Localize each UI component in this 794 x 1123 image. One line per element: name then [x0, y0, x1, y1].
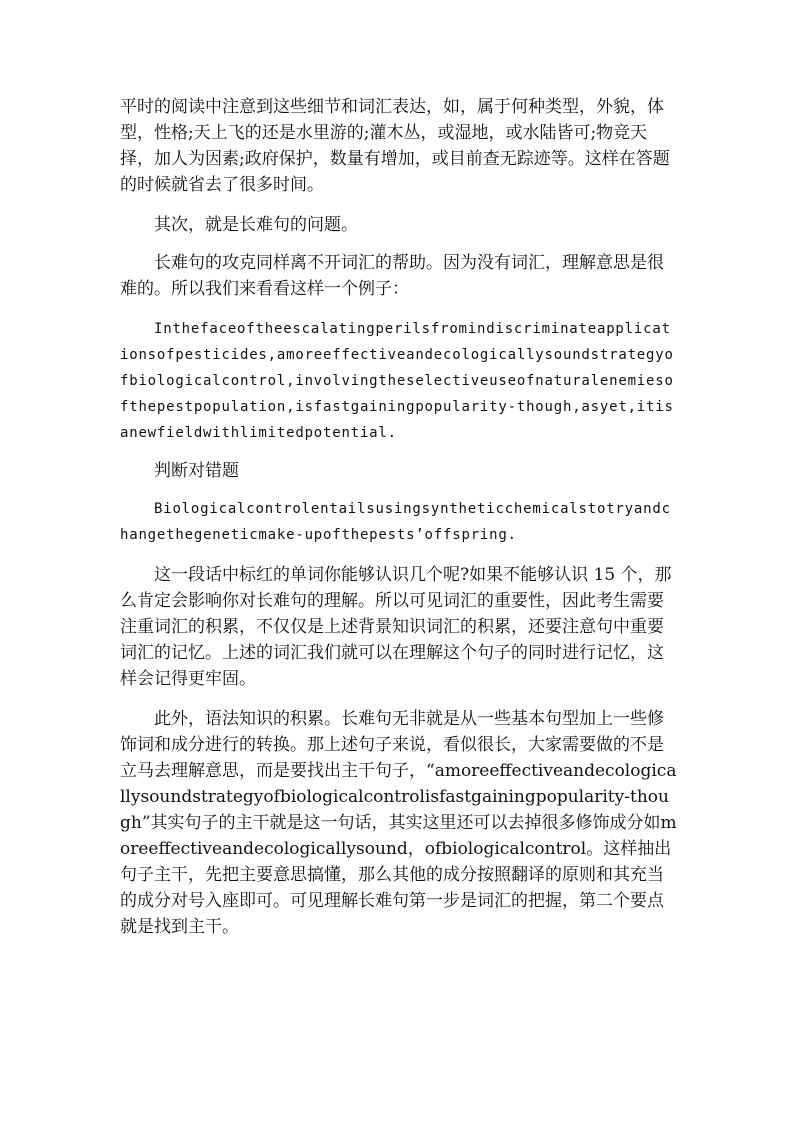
paragraph-vocabulary-importance: 这一段话中标红的单词你能够认识几个呢?如果不能够认识 15 个，那么肯定会影响你对长难句的理解。所以可见词汇的重要性，因此考生需要注重词汇的积累，不仅仅是上述背景知识词汇的积累，还要注意句中重要词汇的记忆。上述的词汇我们就可以在理解这个句子的同时进行记忆，这样会记得更牢固。 — [120, 565, 672, 689]
paragraph-vocabulary-details: 平时的阅读中注意到这些细节和词汇表达，如，属于何种类型，外貌，体型，性格;天上飞的还是水里游的;灌木丛，或湿地，或水陆皆可;物竞天择，加人为因素;政府保护，数量有增加，或目前查无踪迹等。这样在答题的时候就省去了很多时间。 — [120, 97, 670, 195]
paragraph-long-sentence-intro: 其次，就是长难句的问题。 — [154, 215, 358, 235]
english-example-sentence: Inthefaceoftheescalatingperilsfromindiscriminateapplicationsofpesticides,amoreeffectiveandecologicallysoundstrategyofbiologicalcontrol,involvingtheselectiveuseofnaturalenemiesofthepestpopulation,isfastgainingpopularity-though,asyet,itisanewfieldwithlimitedpotential. — [120, 321, 674, 441]
paragraph-grammar-knowledge: 此外，语法知识的积累。长难句无非就是从一些基本句型加上一些修饰词和成分进行的转换。那上述句子来说，看似很长，大家需要做的不是立马去理解意思，而是要找出主干句子，“amoreeffectiveandecologicallysoundstrategyofbiologicalcontrolisfastgainingpopularity-though”其实句子的主干就是这一句话，其实这里还可以去掉很多修饰成分如moreeffectiveandecologicallysound，ofbiologicalcontrol。这样抽出句子主干，先把主要意思搞懂，那么其他的成分按照翻译的原则和其充当的成分对号入座即可。可见理解长难句第一步是词汇的把握，第二个要点就是找到主干。 — [120, 709, 677, 937]
document-body — [120, 94, 678, 940]
true-false-heading: 判断对错题 — [154, 461, 239, 481]
true-false-statement: Biologicalcontrolentailsusingsyntheticchemicalstotryandchangethegeneticmake-upofthepests’offspring. — [120, 501, 671, 543]
paragraph-vocabulary-help: 长难句的攻克同样离不开词汇的帮助。因为没有词汇，理解意思是很难的。所以我们来看看这样一个例子： — [120, 253, 664, 299]
